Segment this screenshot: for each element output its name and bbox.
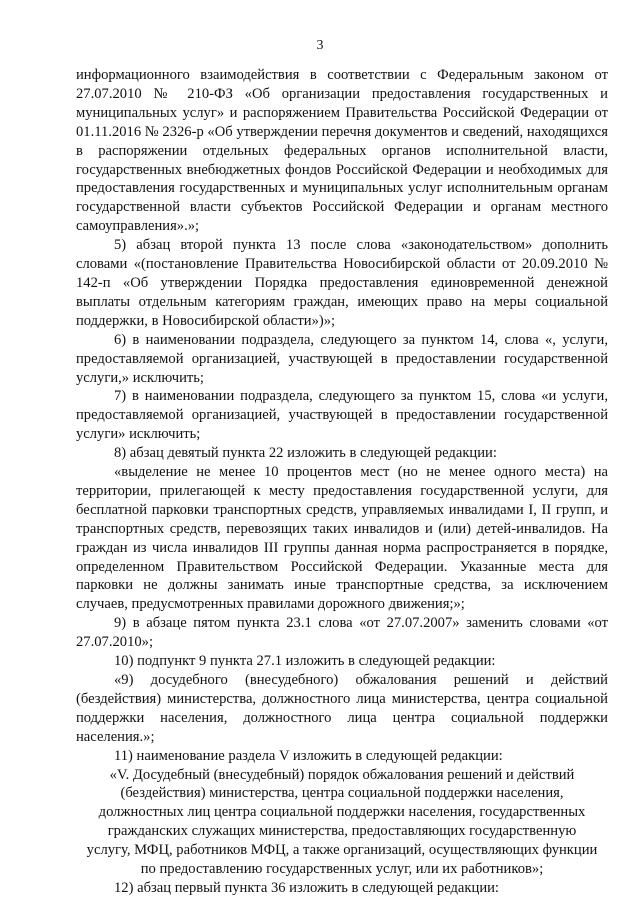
section-v-heading-quote: «V. Досудебный (внесудебный) порядок обжалования решений и действий (бездействия) министерства, центра социальной поддержки населения, должностных лиц центра социальной поддержки населения, государственных гражданских служащих министерства, предоставляющих государственную услугу, МФЦ, работников МФЦ, а также организаций, осуществляющих функции по предоставлению государственных услуг, или их работников»; — [86, 766, 598, 878]
paragraph-continuation: информационного взаимодействия в соответствии с Федеральным законом от 27.07.2010 № 210-ФЗ «Об организации предоставления государственных и муниципальных услуг» и распоряжением Правительства Российской Федерации от 01.11.2016 № 2326-р «Об утверждении перечня документов и сведений, находящихся в распоряжении отдельных федеральных органов исполнительной власти, государственных внебюджетных фондов Российской Федерации и необходимых для предоставления государственных и муниципальных услуг исполнительным органам государственной власти субъектов Российской Федерации и органам местного самоуправления».»; — [76, 67, 608, 235]
paragraph-item-10-quote: «9) досудебного (внесудебного) обжалования решений и действий (бездействия) министерства, должностного лица министерства, центра социальной поддержки населения, должностного лица центра социальной поддержки населения.»; — [76, 672, 608, 745]
page-number: 3 — [316, 38, 324, 53]
document-body — [76, 66, 608, 898]
paragraph-item-10: 10) подпункт 9 пункта 27.1 изложить в следующей редакции: — [114, 653, 496, 670]
paragraph-item-11: 11) наименование раздела V изложить в следующей редакции: — [114, 747, 503, 764]
paragraph-item-12: 12) абзац первый пункта 36 изложить в следующей редакции: — [114, 879, 499, 896]
paragraph-item-8: 8) абзац девятый пункта 22 изложить в следующей редакции: — [114, 445, 497, 462]
paragraph-item-7: 7) в наименовании подраздела, следующего за пунктом 15, слова «и услуги, предоставляемой организацией, участвующей в предоставлении государственной услуги» исключить; — [76, 388, 608, 443]
paragraph-item-9: 9) в абзаце пятом пункта 23.1 слова «от 27.07.2007» заменить словами «от 27.07.2010»; — [76, 615, 608, 651]
paragraph-item-5: 5) абзац второй пункта 13 после слова «законодательством» дополнить словами «(постановление Правительства Новосибирской области от 20.09.2010 № 142-п «Об утверждении Порядка предоставления единовременной денежной выплаты отдельным категориям граждан, имеющих право на меры социальной поддержки, в Новосибирской области»)»; — [76, 237, 608, 329]
paragraph-item-8-quote: «выделение не менее 10 процентов мест (но не менее одного места) на территории, прилегающей к месту предоставления государственной услуги, для бесплатной парковки транспортных средств, управляемых инвалидами I, II групп, и транспортных средств, перевозящих таких инвалидов и (или) детей-инвалидов. На граждан из числа инвалидов III группы данная норма распространяется в порядке, определенном Правительством Российской Федерации. Указанные места для парковки не должны занимать иные транспортные средства, за исключением случаев, предусмотренных правилами дорожного движения;»; — [76, 464, 608, 613]
paragraph-item-6: 6) в наименовании подраздела, следующего за пунктом 14, слова «, услуги, предоставляемой организацией, участвующей в предоставлении государственной услуги,» исключить; — [76, 331, 608, 386]
